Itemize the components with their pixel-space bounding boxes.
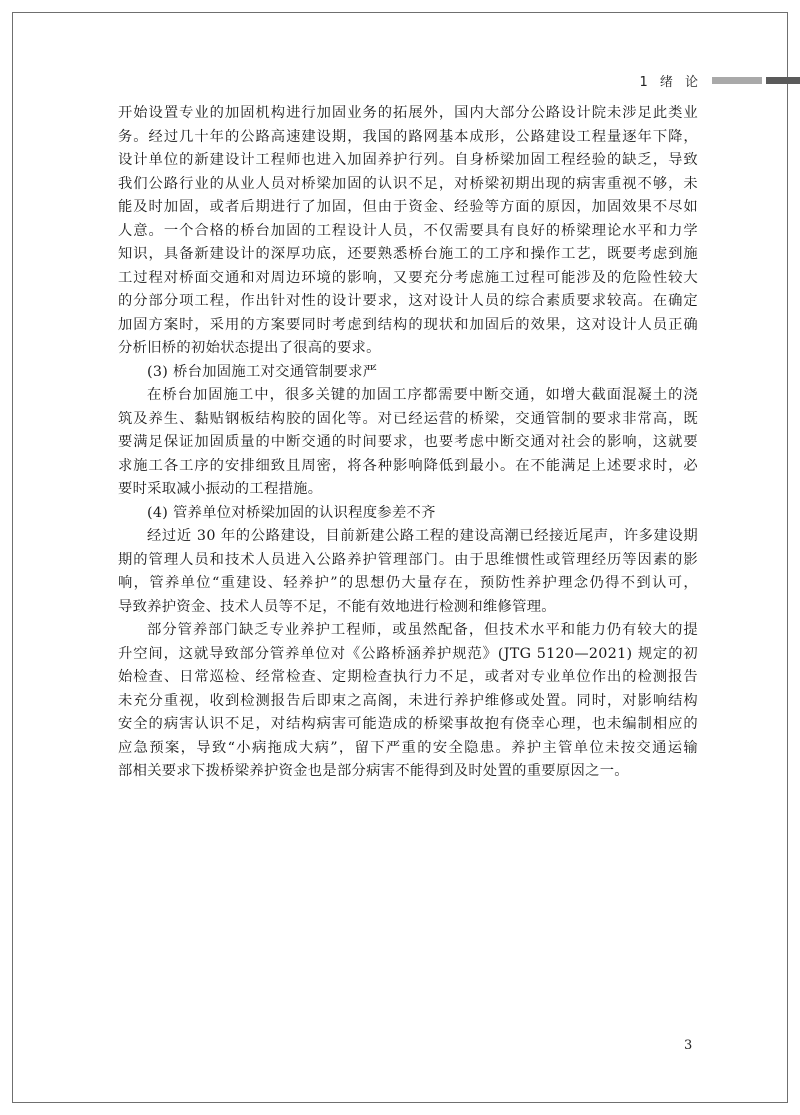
text-line: 设计单位的新建设计工程师也进入加固养护行列。自身桥梁加固工程经验的缺乏，导致 <box>118 152 698 168</box>
text-line: 安全的病害认识不足，对结构病害可能造成的桥梁事故抱有侥幸心理，也未编制相应的 <box>118 716 698 732</box>
text-line: 始检查、日常巡检、经常检查、定期检查执行力不足，或者对专业单位作出的检测报告 <box>118 669 698 685</box>
text-line: 部相关要求下拨桥梁养护资金也是部分病害不能得到及时处置的重要原因之一。 <box>118 763 629 779</box>
text-line: 升空间，这就导致部分管养单位对《公路桥涵养护规范》(JTG 5120—2021) 规定的初 <box>118 645 698 662</box>
text-line: 务。经过几十年的公路高速建设期，我国的路网基本成形，公路建设工程量逐年下降， <box>118 128 698 145</box>
text-line: 的分部分项工程，作出针对性的设计要求，这对设计人员的综合素质要求较高。在确定 <box>118 293 698 309</box>
text-line: 加固方案时，采用的方案要同时考虑到结构的现状和加固后的效果，这对设计人员正确 <box>118 316 698 333</box>
text-line: 应急预案，导致“小病拖成大病”，留下严重的安全隐患。养护主管单位未按交通运输 <box>118 739 698 756</box>
text-line: 知识，具备新建设计的深厚功底，还要熟悉桥台施工的工序和操作工艺，既要考虑到施 <box>118 246 698 262</box>
text-line: 期的管理人员和技术人员进入公路养护管理部门。由于思维惯性或管理经历等因素的影 <box>118 551 698 568</box>
text-line: 未充分重视，收到检测报告后即束之高阁，未进行养护维修或处置。同时，对影响结构 <box>118 692 698 709</box>
text-line: 导致养护资金、技术人员等不足，不能有效地进行检测和维修管理。 <box>118 598 556 615</box>
text-line: 我们公路行业的从业人员对桥梁加固的认识不足，对桥梁初期出现的病害重视不够，未 <box>118 175 698 192</box>
body-text <box>118 102 698 784</box>
text-line: 工过程对桥面交通和对周边环境的影响，又要充分考虑施工过程可能涉及的危险性较大 <box>118 269 698 286</box>
text-line: 部分管养部门缺乏专业养护工程师，或虽然配备，但技术水平和能力仍有较大的提 <box>147 622 698 638</box>
section-heading: (3) 桥台加固施工对交通管制要求严 <box>147 363 378 380</box>
page-number: 3 <box>684 1038 693 1053</box>
text-line: 能及时加固，或者后期进行了加固，但由于资金、经验等方面的原因，加固效果不尽如 <box>118 199 698 215</box>
text-line: 在桥台加固施工中，很多关键的加固工序都需要中断交通，如增大截面混凝土的浇 <box>147 387 698 403</box>
section-heading: (4) 管养单位对桥梁加固的认识程度参差不齐 <box>147 504 436 521</box>
text-line: 筑及养生、黏贴钢板结构胶的固化等。对已经运营的桥梁，交通管制的要求非常高，既 <box>118 410 698 427</box>
text-line: 经过近 30 年的公路建设，目前新建公路工程的建设高潮已经接近尾声，许多建设期 <box>147 528 698 544</box>
text-line: 求施工各工序的安排细致且周密，将各种影响降低到最小。在不能满足上述要求时，必 <box>118 457 698 474</box>
running-header <box>639 70 800 90</box>
header-decor-bar-light <box>712 77 762 84</box>
text-line: 要满足保证加固质量的中断交通的时间要求，也要考虑中断交通对社会的影响，这就要 <box>118 434 698 450</box>
text-line: 分析旧桥的初始状态提出了很高的要求。 <box>118 340 381 356</box>
chapter-title: 1 绪 论 <box>639 74 702 90</box>
text-line: 人意。一个合格的桥台加固的工程设计人员，不仅需要具有良好的桥梁理论水平和力学 <box>118 222 698 239</box>
header-decor-bar-dark <box>766 77 800 84</box>
text-line: 响，管养单位“重建设、轻养护”的思想仍大量存在，预防性养护理念仍得不到认可， <box>118 575 698 591</box>
text-line: 开始设置专业的加固机构进行加固业务的拓展外，国内大部分公路设计院未涉足此类业 <box>118 105 698 121</box>
text-line: 要时采取减小振动的工程措施。 <box>118 481 323 497</box>
